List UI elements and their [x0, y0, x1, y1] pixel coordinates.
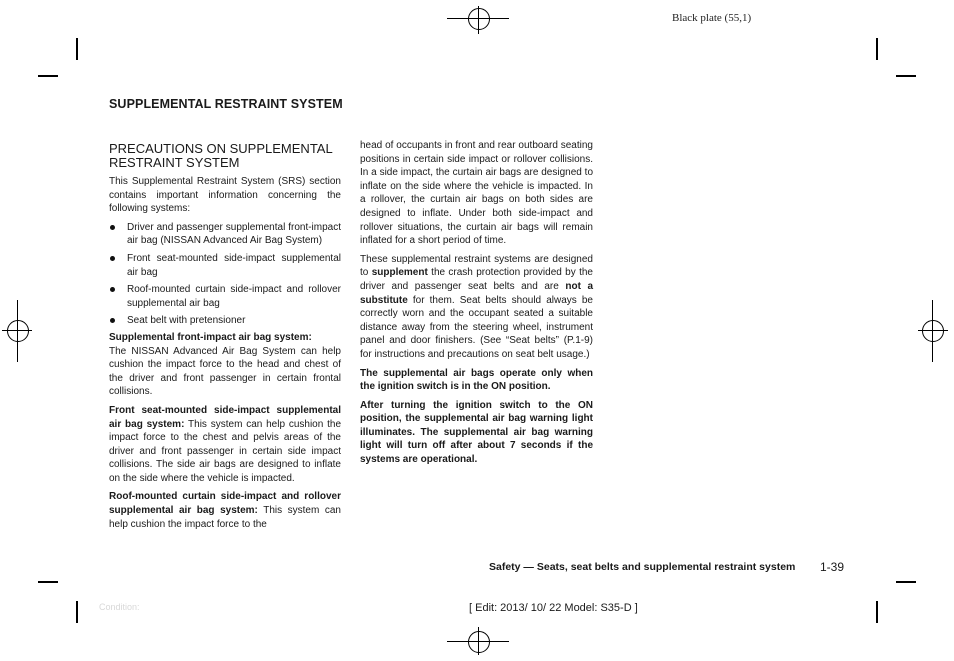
side-airbag-heading: Front seat-mounted side-impact supplemental air bag system: [109, 404, 341, 430]
crop-mark-tl-horizontal [38, 75, 58, 77]
registration-target-right [918, 300, 948, 362]
plate-label: Black plate (55,1) [672, 12, 752, 24]
bullet-icon [110, 287, 115, 292]
systems-list [109, 221, 341, 328]
list-item: Front seat-mounted side-impact supplemental air bag [109, 252, 341, 279]
roof-airbag-text: This system can help cushion the impact force to the [109, 505, 341, 530]
curtain-airbag-paragraph: head of occupants in front and rear outboard seating positions in certain side impact or rollover collisions. In a side impact, the curtain air bags are designed to inflate on the side where the vehicle is impacted. In a rollover, the curtain air bags on both sides are designed to inflate. Under both side-impact and rollover situations, the curtain air bags will remain inflated for a short period of time. [360, 140, 593, 247]
front-airbag-paragraph [109, 331, 341, 399]
section-title: SUPPLEMENTAL RESTRAINT SYSTEM [109, 97, 343, 111]
not-a-substitute-emphasis: not a substitute [360, 280, 594, 306]
crop-mark-br-horizontal [896, 581, 916, 583]
bullet-icon [110, 256, 115, 261]
crop-mark-br-vertical [876, 601, 878, 623]
bullet-icon [110, 225, 115, 230]
side-airbag-text: This system can help cushion the impact force to the chest and pelvis areas of the driver and front passenger in certain side impact collisions. The side air bags are designed to inflate on the side where the vehicle is impacted. [109, 418, 341, 484]
left-column [109, 175, 341, 536]
ignition-warning-paragraph: The supplemental air bags operate only when the ignition switch is in the ON position. [360, 367, 593, 393]
condition-label: Condition: [99, 602, 140, 612]
side-airbag-paragraph [109, 404, 341, 486]
list-item: Roof-mounted curtain side-impact and rollover supplemental air bag [109, 283, 341, 310]
registration-target-top [447, 6, 509, 34]
footer-section-title: Safety — Seats, seat belts and supplemental restraint system [489, 561, 796, 573]
crop-mark-bl-vertical [76, 601, 78, 623]
registration-target-bottom [447, 627, 509, 655]
list-item: Driver and passenger supplemental front-impact air bag (NISSAN Advanced Air Bag System) [109, 221, 341, 248]
registration-target-left [2, 300, 32, 362]
page-number: 1-39 [820, 560, 845, 574]
front-airbag-text: The NISSAN Advanced Air Bag System can help cushion the impact force to the head and chest of the driver and front passenger in certain frontal collisions. [109, 345, 341, 398]
subheading: PRECAUTIONS ON SUPPLEMENTAL RESTRAINT SYSTEM [109, 141, 333, 170]
warning-light-paragraph: After turning the ignition switch to the ON position, the supplemental air bag warning light illuminates. The supplemental air bag warning light will turn off after about 7 seconds if the systems are operational. [360, 399, 593, 466]
bullet-icon [110, 318, 115, 323]
supplement-emphasis: supplement [371, 267, 428, 279]
crop-mark-tl-vertical [76, 38, 78, 60]
edit-info: [ Edit: 2013/ 10/ 22 Model: S35-D ] [469, 602, 638, 614]
roof-airbag-heading: Roof-mounted curtain side-impact and rollover supplemental air bag system: [109, 491, 341, 517]
front-airbag-heading: Supplemental front-impact air bag system: [109, 331, 312, 343]
right-column [360, 139, 593, 472]
crop-mark-tr-vertical [876, 38, 878, 60]
crop-mark-bl-horizontal [38, 581, 58, 583]
intro-paragraph: This Supplemental Restraint System (SRS) section contains important information concerning the following systems: [109, 176, 341, 215]
list-item: Seat belt with pretensioner [109, 314, 341, 328]
crop-mark-tr-horizontal [896, 75, 916, 77]
supplement-paragraph: These supplemental restraint systems are designed to supplement the crash protection provided by the driver and passenger seat belts and are not a substitute for them. Seat belts should always be correctly worn and the occupant seated a suitable distance away from the steering wheel, instrument panel and door finishers. (See “Seat belts” (P.1-9) for instructions and precautions on seat belt usage.) [360, 253, 594, 360]
roof-airbag-paragraph [109, 490, 341, 531]
